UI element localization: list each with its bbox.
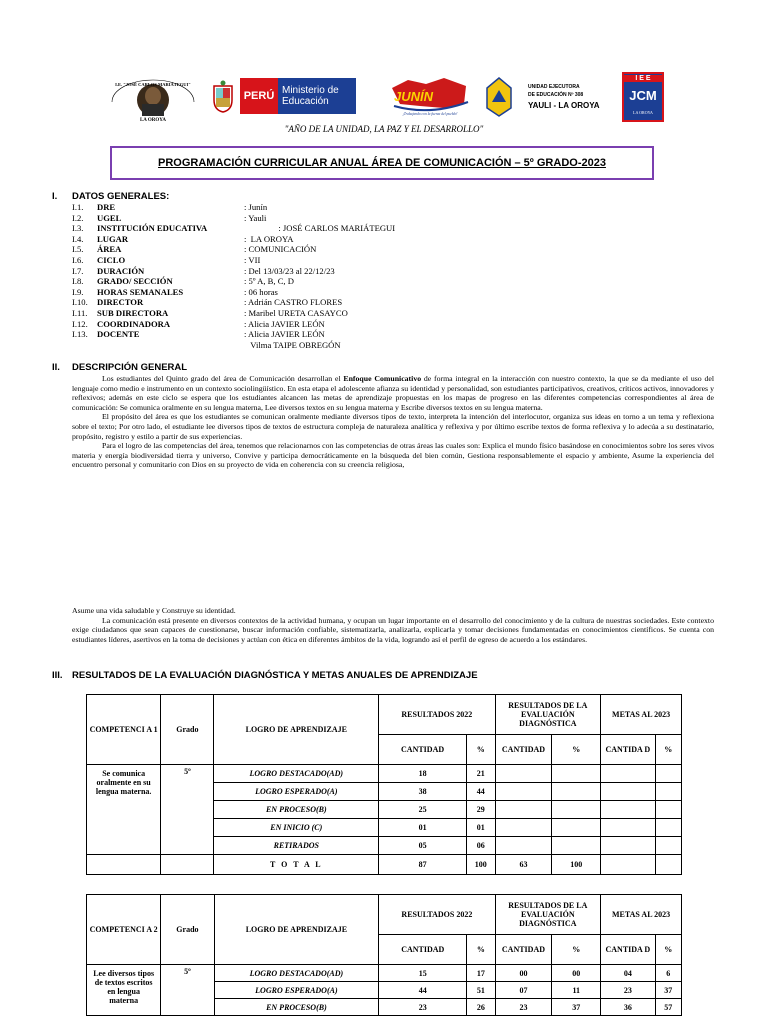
metas-pct-header: % — [655, 935, 681, 965]
logro-cell: LOGRO DESTACADO(AD) — [214, 765, 379, 783]
description-block-1 — [72, 374, 714, 470]
total-row — [87, 855, 682, 875]
cantidad-cell: 05 — [379, 837, 467, 855]
total-diag-cantidad: 63 — [495, 855, 552, 875]
total-cantidad: 87 — [379, 855, 467, 875]
item-number: I.11. — [72, 307, 88, 318]
header-logos — [0, 68, 768, 124]
results-table-1 — [86, 694, 682, 875]
metas-cantidad-cell — [601, 765, 655, 783]
metas-pct-cell — [655, 819, 681, 837]
metas-header: METAS AL 2023 — [601, 695, 682, 735]
jcm-text: JCM — [629, 88, 657, 103]
section-2-heading: II. DESCRIPCIÓN GENERAL — [52, 362, 188, 373]
metas-cantidad-cell — [601, 837, 655, 855]
junin-text: JUNÍN — [394, 89, 434, 104]
item-number: I.5. — [72, 244, 84, 255]
diag-cantidad-header: CANTIDAD — [495, 735, 552, 765]
logro-cell: LOGRO DESTACADO(AD) — [214, 965, 379, 982]
competencia-header: COMPETENCI A 1 — [87, 695, 161, 765]
diag-cantidad-cell: 07 — [495, 982, 552, 999]
description-paragraph-5: La comunicación está presente en diversos contextos de la actividad humana, y ocupan un lugar importante en el desarrollo del conocimiento y de la cultura de nuestras sociedades. Este contexto exige ciudadanos que sean capaces de cuestionarse, buscar información confiable, sistematizarla, analizarla, explicarla y tomar decisiones fundamentadas en conocimientos científicos. Se cuenta con estudiantes líderes, asertivos en la toma de decisiones y actúan con ética en diferentes ámbitos de la vida, logrando así el perfil de egreso de acuerdo a los estándares. — [72, 615, 714, 644]
item-number: I.12. — [72, 318, 88, 329]
item-value: : Del 13/03/23 al 22/12/23 — [244, 265, 335, 276]
grado-header: Grado — [161, 895, 214, 965]
item-number: I.3. — [72, 223, 84, 234]
metas-cantidad-header: CANTIDA D — [601, 935, 655, 965]
diag-pct-header: % — [552, 735, 601, 765]
diag-cantidad-cell: 23 — [495, 999, 552, 1016]
diag-pct-cell — [552, 765, 601, 783]
description-paragraph-1: Los estudiantes del Quinto grado del área de Comunicación desarrollan el Enfoque Comunicativo de forma integral en la interacción con nuestro contexto, la que se da mediante el uso del lenguaje como medio e instrumento en un contexto sociolingüístico. En esta etapa el adolescente afianza su identidad y personalidad, son estudiantes participativos, creativos, críticos activos, innovadores y reflexivos; además en este ciclo se espera que los estudiantes alcancen las metas de aprendizaje propuestas en los mapas de progreso en las diferentes competencias correspondientes al área de comunicación: Se comunica oralmente en su lengua materna, Lee diversos textos en su lengua materna y Escribe diversos textos en su lengua materna. — [72, 374, 714, 412]
diag-cantidad-cell — [495, 801, 552, 819]
item-number: I.2. — [72, 212, 84, 223]
peru-shield-icon — [210, 80, 236, 114]
section-1-heading: I. DATOS GENERALES: — [52, 191, 170, 202]
cantidad-cell: 01 — [379, 819, 467, 837]
pct-cell: 06 — [467, 837, 496, 855]
item-label: INSTITUCIÓN EDUCATIVA — [97, 223, 208, 234]
item-label: DRE — [97, 202, 116, 212]
document-title-box — [110, 146, 654, 180]
total-metas-cantidad — [601, 855, 655, 875]
item-value: : 06 horas — [244, 286, 278, 297]
logro-cell: EN INICIO (C) — [214, 819, 379, 837]
total-diag-pct: 100 — [552, 855, 601, 875]
section-3-heading: III. RESULTADOS DE LA EVALUACIÓN DIAGNÓSTICA Y METAS ANUALES DE APRENDIZAJE — [52, 670, 478, 681]
metas-cantidad-cell — [601, 801, 655, 819]
diag-cantidad-cell — [495, 837, 552, 855]
table-row — [87, 765, 682, 783]
ugel-logo — [484, 74, 606, 120]
ugel-line3: YAULI - LA OROYA — [528, 101, 600, 110]
year-motto: "AÑO DE LA UNIDAD, LA PAZ Y EL DESARROLLO" — [284, 124, 484, 134]
jcm-top-text: I E E — [624, 75, 662, 82]
metas-pct-cell: 57 — [655, 999, 681, 1016]
metas-cantidad-cell — [601, 783, 655, 801]
school-crest-subtext: LA OROYA — [139, 118, 167, 123]
total-pct: 100 — [467, 855, 496, 875]
metas-pct-cell: 37 — [655, 982, 681, 999]
metas-pct-cell — [655, 783, 681, 801]
item-label: HORAS SEMANALES — [97, 286, 184, 297]
description-paragraph-2: El propósito del área es que los estudiantes se comunican oralmente mediante diversos tipos de texto, interpreta la intención del interlocutor, organiza sus ideas en torno a un tema y reflexiona sobre el texto; Por otro lado, el estudiante lee diversos tipos de textos de estructura compleja de naturaleza analítica y reflexiva y por último escribe textos de forma reflexiva y lo adecúa a su destinatario, propósito, registro y estilo a partir de sus experiencias. — [72, 412, 714, 441]
item-number: I.13. — [72, 329, 88, 340]
pct-cell: 01 — [467, 819, 496, 837]
item-value: : Alicia JAVIER LEÓN — [244, 318, 325, 329]
item-label: CICLO — [97, 254, 126, 265]
diag-pct-cell: 00 — [552, 965, 601, 982]
metas-cantidad-cell: 36 — [601, 999, 655, 1016]
results-table-2 — [86, 894, 682, 1016]
diag-cantidad-cell — [495, 783, 552, 801]
grado-header: Grado — [161, 695, 214, 765]
diag-pct-cell — [552, 837, 601, 855]
item-label: DIRECTOR — [97, 297, 144, 308]
cantidad-header: CANTIDAD — [379, 735, 467, 765]
description-block-2 — [72, 606, 714, 644]
diag-pct-cell — [552, 819, 601, 837]
item-value: : Junín — [244, 202, 268, 212]
diag-cantidad-header: CANTIDAD — [495, 935, 552, 965]
description-paragraph-4: Asume una vida saludable y Construye su identidad. — [72, 606, 236, 615]
cantidad-cell: 25 — [379, 801, 467, 819]
item-label: COORDINADORA — [97, 318, 171, 329]
logro-cell: LOGRO ESPERADO(A) — [214, 982, 379, 999]
item-number: I.10. — [72, 297, 88, 308]
item-number: I.4. — [72, 233, 84, 244]
pct-cell: 26 — [467, 999, 495, 1016]
logro-cell: EN PROCESO(B) — [214, 999, 379, 1016]
pct-header: % — [467, 935, 495, 965]
diag-cantidad-cell — [495, 765, 552, 783]
competencia-cell: Lee diversos tipos de textos escritos en lengua materna — [87, 965, 161, 1016]
pct-cell: 17 — [467, 965, 495, 982]
diag-cantidad-cell — [495, 819, 552, 837]
item-value: : Yauli — [244, 212, 267, 223]
cantidad-header: CANTIDAD — [379, 935, 467, 965]
school-crest-text: I.E. "JOSÉ CARLOS MARIÁTEGUI" — [115, 82, 191, 87]
item-value: : COMUNICACIÓN — [244, 244, 317, 255]
item-value: : VII — [244, 254, 261, 265]
metas-pct-cell — [655, 765, 681, 783]
total-metas-pct — [655, 855, 681, 875]
metas-cantidad-cell — [601, 819, 655, 837]
pct-cell: 44 — [467, 783, 496, 801]
item-number: I.1. — [72, 202, 84, 212]
metas-header: METAS AL 2023 — [601, 895, 682, 935]
logro-header: LOGRO DE APRENDIZAJE — [214, 695, 379, 765]
school-crest-logo — [104, 76, 202, 126]
item-value: : LA OROYA — [244, 233, 294, 244]
item-label: GRADO/ SECCIÓN — [97, 276, 173, 287]
metas-pct-cell — [655, 837, 681, 855]
peru-badge: PERÚ — [240, 78, 278, 114]
cantidad-cell: 23 — [379, 999, 467, 1016]
diag-cantidad-cell: 00 — [495, 965, 552, 982]
logro-cell: LOGRO ESPERADO(A) — [214, 783, 379, 801]
item-value: : Adrián CASTRO FLORES — [244, 297, 343, 308]
jcm-subtext: LA OROYA — [633, 110, 653, 115]
empty-cell — [87, 855, 161, 875]
logro-cell: RETIRADOS — [214, 837, 379, 855]
table-row — [87, 965, 682, 982]
diag-pct-cell — [552, 801, 601, 819]
diag-pct-cell — [552, 783, 601, 801]
diag-pct-cell: 11 — [552, 982, 601, 999]
document-title: PROGRAMACIÓN CURRICULAR ANUAL ÁREA DE COMUNICACIÓN – 5º GRADO-2023 — [158, 157, 606, 169]
diag-pct-cell: 37 — [552, 999, 601, 1016]
item-label: DOCENTE — [97, 329, 140, 340]
competencia-header: COMPETENCI A 2 — [87, 895, 161, 965]
ugel-line2: DE EDUCACIÓN Nº 308 — [528, 92, 584, 98]
minedu-logo — [240, 78, 356, 114]
description-paragraph-3: Para el logro de las competencias del área, tenemos que relacionarnos con las competencias de otras áreas las cuales son: Explica el mundo físico basándose en conocimientos sobre los seres vivos materia y energía biodiversidad tierra y universo, Convive y participa democráticamente en la búsqueda del bien común, Gestiona responsablemente el espacio y ambiente, Asume la experiencia del encuentro personal y comunitario con Dios en su proyecto de vida en coherencia con su creencia religiosa, — [72, 441, 714, 470]
ugel-line1: UNIDAD EJECUTORA — [528, 84, 580, 90]
resultados-header: RESULTADOS 2022 — [379, 695, 495, 735]
metas-pct-cell: 6 — [655, 965, 681, 982]
item-value: : JOSÉ CARLOS MARIÁTEGUI — [244, 223, 396, 234]
junin-slogan: ¡Trabajando con la fuerza del pueblo! — [402, 112, 458, 116]
competencia-cell: Se comunica oralmente en su lengua materna. — [87, 765, 161, 855]
item-value: Vilma TAIPE OBREGÓN — [244, 339, 341, 350]
item-number: I.9. — [72, 286, 84, 297]
item-value: : Maribel URETA CASAYCO — [244, 307, 348, 318]
diag-pct-header: % — [552, 935, 601, 965]
grado-cell: 5º — [161, 965, 214, 1016]
cantidad-cell: 44 — [379, 982, 467, 999]
item-number: I.7. — [72, 265, 84, 276]
minedu-name: Ministerio de Educación — [278, 78, 356, 114]
item-value: : Alicia JAVIER LEÓN — [244, 329, 325, 340]
item-number: I.6. — [72, 254, 84, 265]
metas-cantidad-cell: 23 — [601, 982, 655, 999]
total-label: T O T A L — [214, 855, 379, 875]
item-value: : 5º A, B, C, D — [244, 276, 294, 287]
item-label: UGEL — [97, 212, 122, 223]
item-label: ÁREA — [97, 244, 122, 255]
item-number: I.8. — [72, 276, 84, 287]
pct-cell: 51 — [467, 982, 495, 999]
cantidad-cell: 38 — [379, 783, 467, 801]
metas-cantidad-cell: 04 — [601, 965, 655, 982]
empty-cell — [161, 855, 214, 875]
resultados-header: RESULTADOS 2022 — [379, 895, 495, 935]
metas-cantidad-header: CANTIDA D — [601, 735, 655, 765]
cantidad-cell: 18 — [379, 765, 467, 783]
pct-cell: 29 — [467, 801, 496, 819]
pct-header: % — [467, 735, 496, 765]
metas-pct-cell — [655, 801, 681, 819]
item-label: DURACIÓN — [97, 265, 145, 276]
diagnostica-header: RESULTADOS DE LA EVALUACIÓN DIAGNÓSTICA — [495, 895, 601, 935]
grado-cell: 5º — [161, 765, 214, 855]
item-label: LUGAR — [97, 233, 129, 244]
logro-cell: EN PROCESO(B) — [214, 801, 379, 819]
junin-logo — [386, 76, 474, 120]
cantidad-cell: 15 — [379, 965, 467, 982]
logro-header: LOGRO DE APRENDIZAJE — [214, 895, 379, 965]
jcm-logo — [622, 72, 664, 122]
metas-pct-header: % — [655, 735, 681, 765]
diagnostica-header: RESULTADOS DE LA EVALUACIÓN DIAGNÓSTICA — [495, 695, 601, 735]
item-label: SUB DIRECTORA — [97, 307, 169, 318]
pct-cell: 21 — [467, 765, 496, 783]
